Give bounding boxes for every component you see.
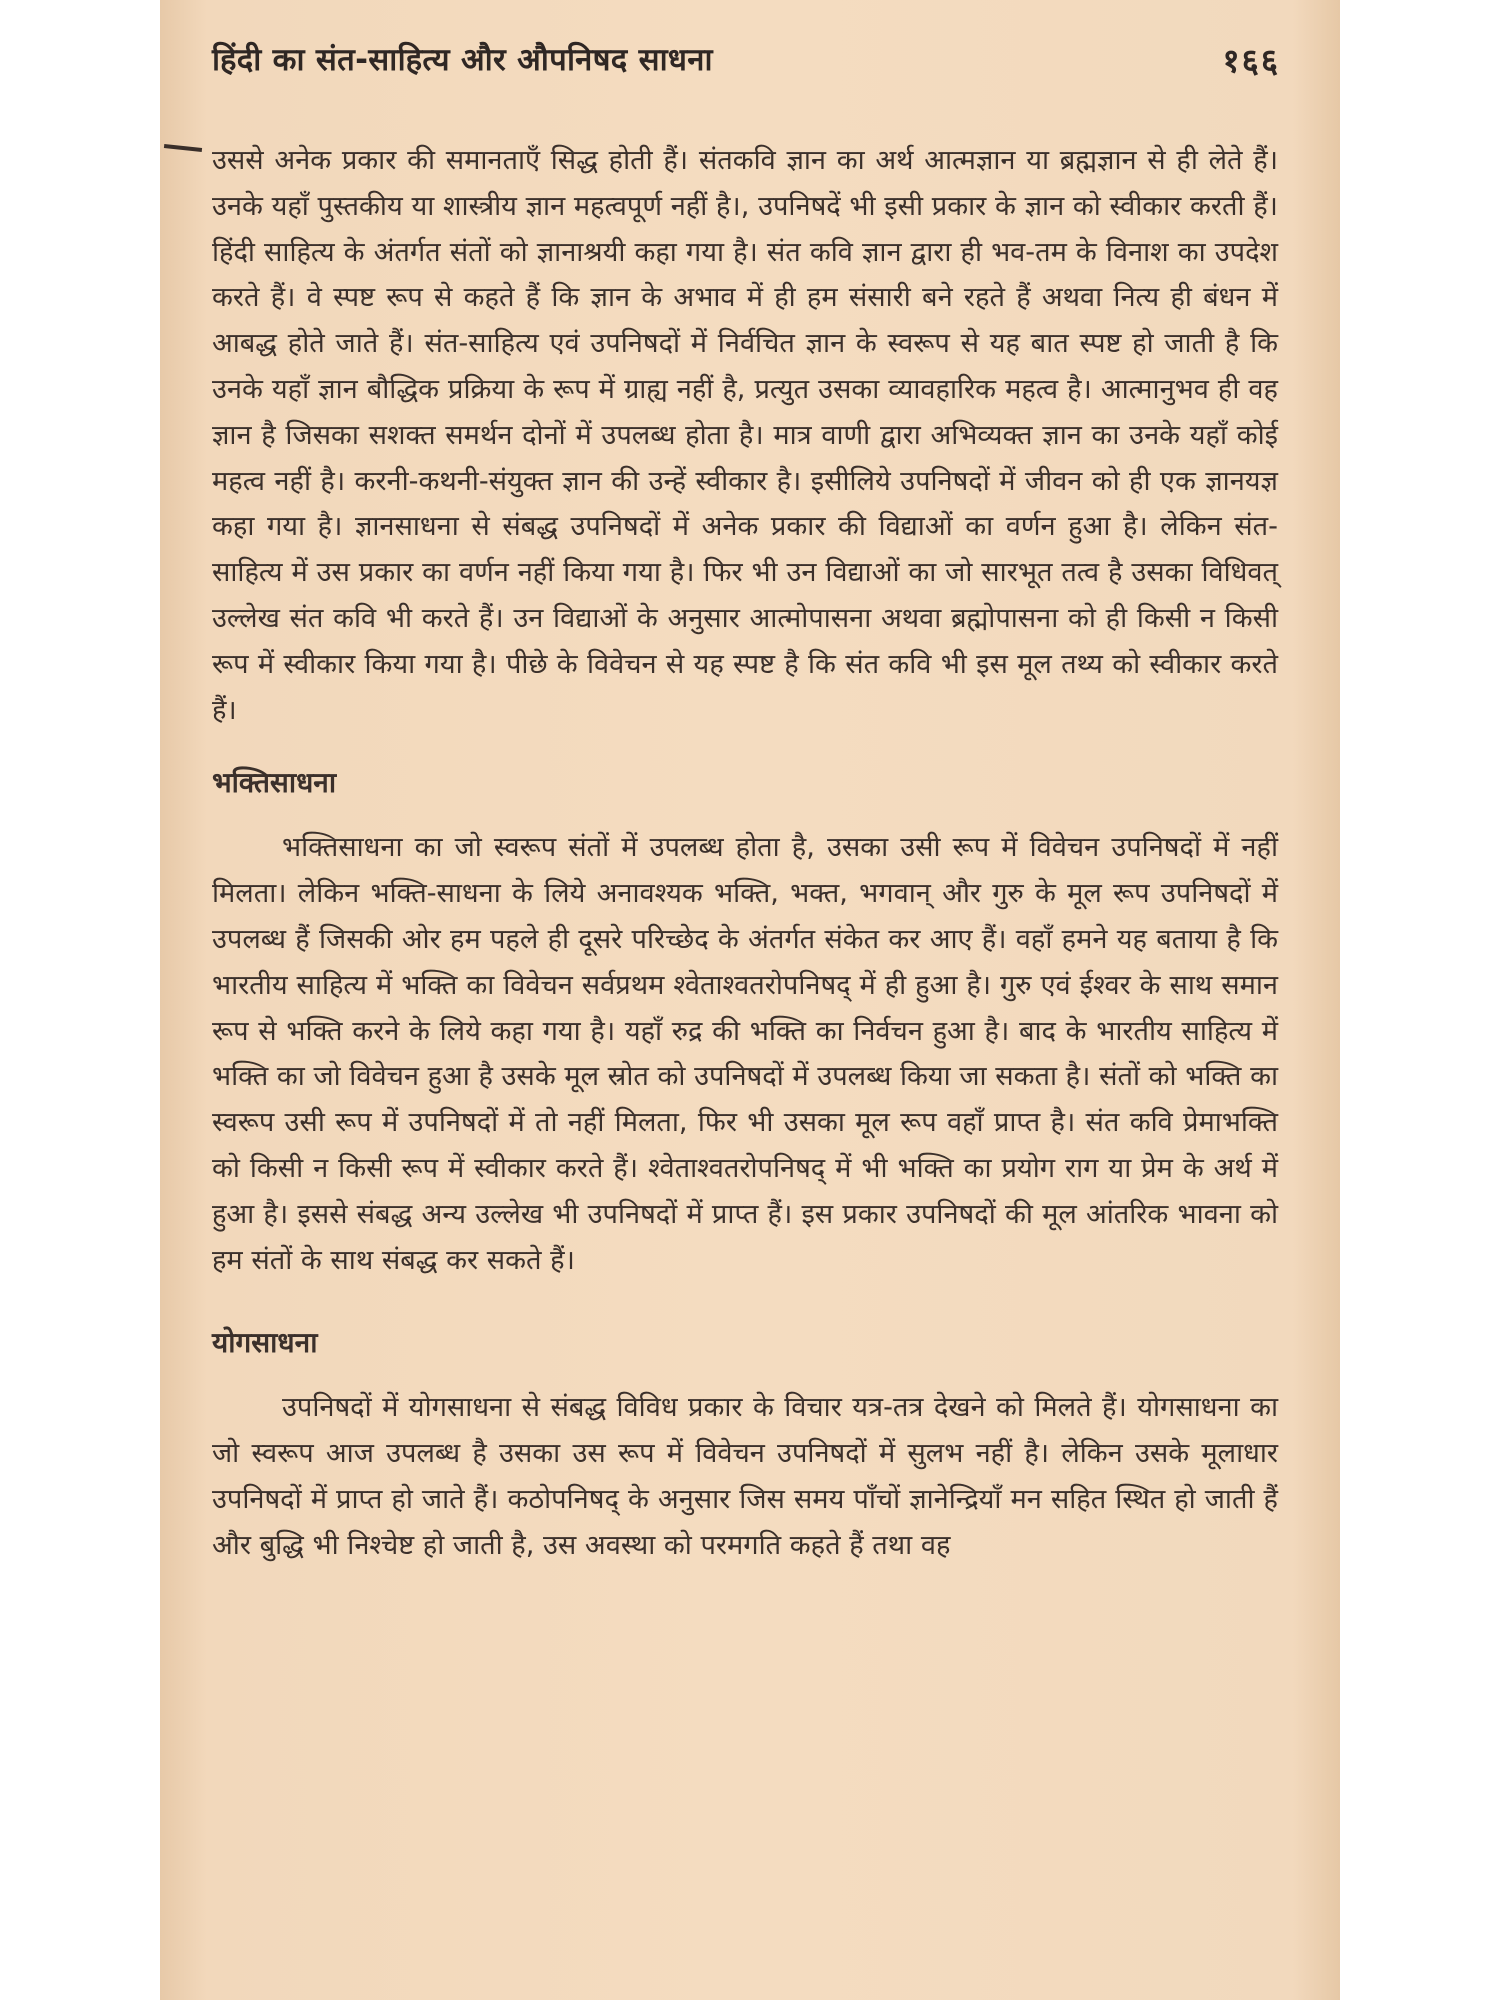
body-text: [212, 138, 1278, 1569]
paragraph-bhakti-sadhana: भक्तिसाधना का जो स्वरूप संतों में उपलब्ध होता है, उसका उसी रूप में विवेचन उपनिषदों में नहीं मिलता। लेकिन भक्ति-साधना के लिये अनावश्यक भक्ति, भक्त, भगवान् और गुरु के मूल रूप उपनिषदों में उपलब्ध हैं जिसकी ओर हम पहले ही दूसरे परिच्छेद के अंतर्गत संकेत कर आए हैं। वहाँ हमने यह बताया है कि भारतीय साहित्य में भक्ति का विवेचन सर्वप्रथम श्वेताश्वतरोपनिषद् में ही हुआ है। गुरु एवं ईश्वर के साथ समान रूप से भक्ति करने के लिये कहा गया है। यहाँ रुद्र की भक्ति का निर्वचन हुआ है। बाद के भारतीय साहित्य में भक्ति का जो विवेचन हुआ है उसके मूल स्रोत को उपनिषदों में उपलब्ध किया जा सकता है। संतों को भक्ति का स्वरूप उसी रूप में उपनिषदों में तो नहीं मिलता, फिर भी उसका मूल रूप वहाँ प्राप्त है। संत कवि प्रेमाभक्ति को किसी न किसी रूप में स्वीकार करते हैं। श्वेताश्वतरोपनिषद् में भी भक्ति का प्रयोग राग या प्रेम के अर्थ में हुआ है। इससे संबद्ध अन्य उल्लेख भी उपनिषदों में प्राप्त हैं। इस प्रकार उपनिषदों की मूल आंतरिक भावना को हम संतों के साथ संबद्ध कर सकते हैं।: [212, 832, 1278, 1276]
book-page: [160, 0, 1340, 2000]
page-number: १६६: [1222, 40, 1280, 80]
running-title: हिंदी का संत-साहित्य और औपनिषद साधना: [212, 42, 713, 78]
paragraph-yoga-sadhana: उपनिषदों में योगसाधना से संबद्ध विविध प्रकार के विचार यत्र-तत्र देखने को मिलते हैं। योगसाधना का जो स्वरूप आज उपलब्ध है उसका उस रूप में विवेचन उपनिषदों में सुलभ नहीं है। लेकिन उसके मूलाधार उपनिषदों में प्राप्त हो जाते हैं। कठोपनिषद् के अनुसार जिस समय पाँचों ज्ञानेन्द्रियाँ मन सहित स्थित हो जाती हैं और बुद्धि भी निश्चेष्ट हो जाती है, उस अवस्था को परमगति कहते हैं तथा वह: [212, 1392, 1278, 1561]
page-header: [212, 34, 1280, 84]
heading-bhakti-sadhana: भक्तिसाधना: [212, 766, 337, 800]
margin-mark: [164, 144, 202, 152]
heading-yoga-sadhana: योगसाधना: [212, 1326, 318, 1360]
paragraph-gyan-sadhana: उससे अनेक प्रकार की समानताएँ सिद्ध होती हैं। संतकवि ज्ञान का अर्थ आत्मज्ञान या ब्रह्मज्ञान से ही लेते हैं। उनके यहाँ पुस्तकीय या शास्त्रीय ज्ञान महत्वपूर्ण नहीं है।, उपनिषदें भी इसी प्रकार के ज्ञान को स्वीकार करती हैं। हिंदी साहित्य के अंतर्गत संतों को ज्ञानाश्रयी कहा गया है। संत कवि ज्ञान द्वारा ही भव-तम के विनाश का उपदेश करते हैं। वे स्पष्ट रूप से कहते हैं कि ज्ञान के अभाव में ही हम संसारी बने रहते हैं अथवा नित्य ही बंधन में आबद्ध होते जाते हैं। संत-साहित्य एवं उपनिषदों में निर्वचित ज्ञान के स्वरूप से यह बात स्पष्ट हो जाती है कि उनके यहाँ ज्ञान बौद्धिक प्रक्रिया के रूप में ग्राह्य नहीं है, प्रत्युत उसका व्यावहारिक महत्व है। आत्मानुभव ही वह ज्ञान है जिसका सशक्त समर्थन दोनों में उपलब्ध होता है। मात्र वाणी द्वारा अभिव्यक्त ज्ञान का उनके यहाँ कोई महत्व नहीं है। करनी-कथनी-संयुक्त ज्ञान की उन्हें स्वीकार है। इसीलिये उपनिषदों में जीवन को ही एक ज्ञानयज्ञ कहा गया है। ज्ञानसाधना से संबद्ध उपनिषदों में अनेक प्रकार की विद्याओं का वर्णन हुआ है। लेकिन संत-साहित्य में उस प्रकार का वर्णन नहीं किया गया है। फिर भी उन विद्याओं का जो सारभूत तत्व है उसका विधिवत् उल्लेख संत कवि भी करते हैं। उन विद्याओं के अनुसार आत्मोपासना अथवा ब्रह्मोपासना को ही किसी न किसी रूप में स्वीकार किया गया है। पीछे के विवेचन से यह स्पष्ट है कि संत कवि भी इस मूल तथ्य को स्वीकार करते हैं।: [212, 145, 1278, 726]
